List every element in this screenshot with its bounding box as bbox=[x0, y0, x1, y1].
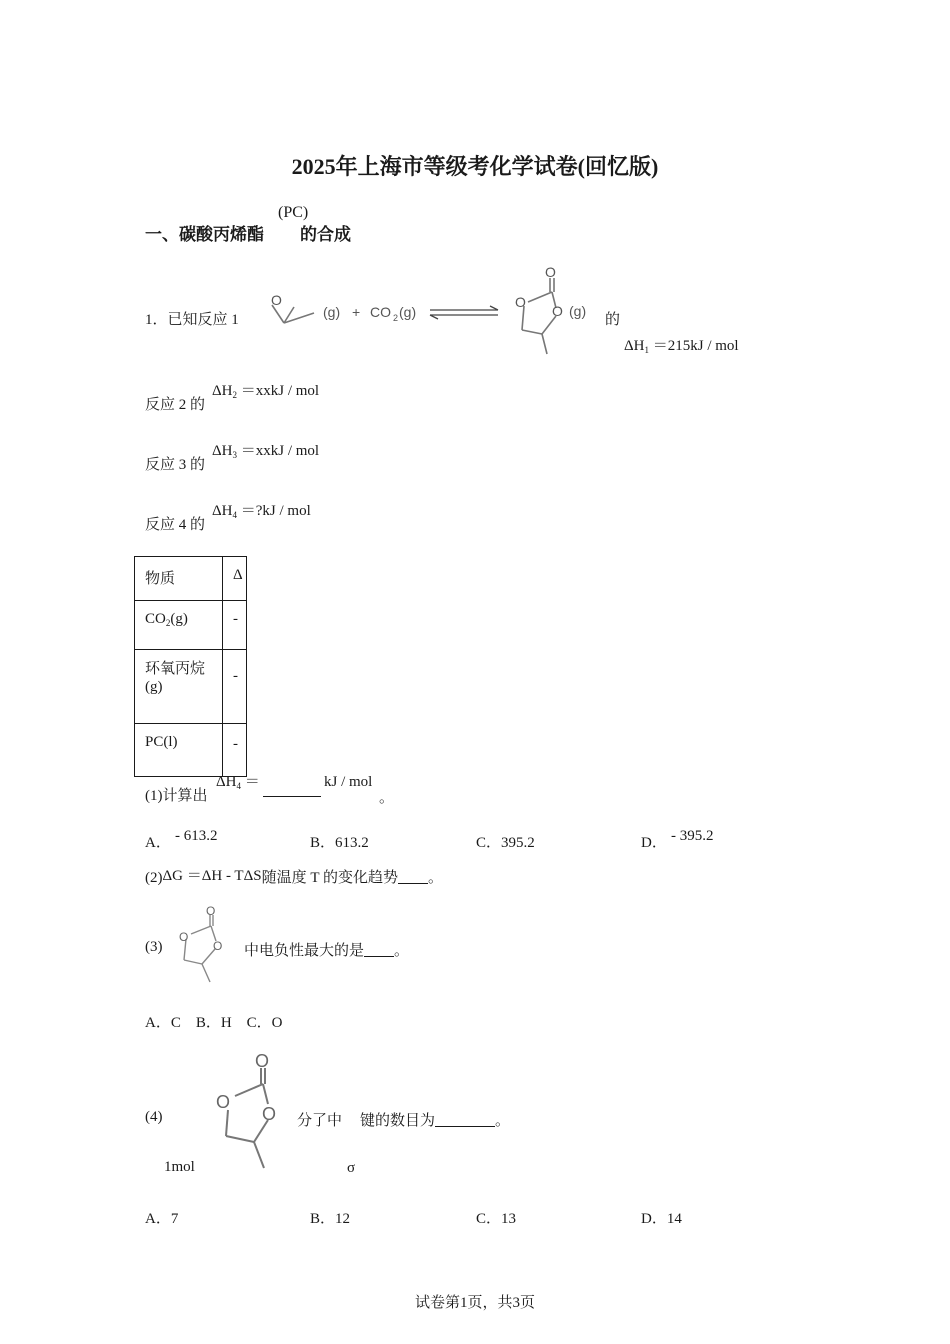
pc-oxygen-top: O bbox=[545, 264, 556, 280]
p3-answer-blank bbox=[364, 956, 394, 957]
enthalpy-table bbox=[134, 556, 247, 777]
table-cell-pc bbox=[135, 724, 223, 777]
p4-sigma: σ bbox=[347, 1160, 356, 1176]
cell-co2-state: (g) bbox=[170, 611, 188, 627]
cell-epoxide-state: (g) bbox=[145, 679, 163, 695]
table-row bbox=[135, 650, 247, 724]
dh3-value: ＝xxkJ / mol bbox=[240, 443, 320, 459]
table-header-delta: Δ bbox=[223, 557, 247, 601]
reaction-3-dh bbox=[212, 439, 319, 460]
p1-label: (1)计算出 bbox=[145, 788, 208, 804]
dh2-value: ＝xxkJ / mol bbox=[240, 383, 320, 399]
reaction-2-dh bbox=[212, 379, 319, 400]
dh4-subscript: 4 bbox=[232, 510, 237, 520]
table-cell-co2-value: - bbox=[223, 601, 247, 650]
eq-co2: CO bbox=[370, 304, 391, 320]
p1-answer-blank bbox=[263, 796, 321, 797]
eq-co2-state: (g) bbox=[399, 304, 417, 320]
table-cell-co2 bbox=[135, 601, 223, 650]
cell-co2-name: CO bbox=[145, 611, 166, 627]
p3-text: 中电负性最大的是 bbox=[244, 943, 365, 959]
pc-oxygen-left: O bbox=[515, 294, 526, 310]
cell-epoxide-name: 环氧丙烷 bbox=[145, 661, 206, 677]
dh4-value: ＝?kJ / mol bbox=[240, 503, 311, 519]
epoxide-oxygen: O bbox=[271, 292, 282, 308]
q1-label: 1．已知反应 1 bbox=[145, 312, 239, 328]
eq-state-left: (g) bbox=[323, 304, 341, 320]
pc-structure-small bbox=[175, 902, 235, 988]
p2-line bbox=[145, 866, 443, 887]
section-formula: (PC) bbox=[278, 204, 309, 221]
dh1-expression bbox=[624, 334, 739, 355]
table-row bbox=[135, 724, 247, 777]
p4-text-a: 分了中 bbox=[297, 1113, 343, 1129]
p4-answer-blank bbox=[435, 1126, 495, 1127]
p4-option-a: A．7 bbox=[145, 1211, 179, 1227]
dh4-symbol: ΔH bbox=[212, 503, 233, 519]
eq-state-right: (g) bbox=[569, 303, 587, 319]
cell-co2-sub: 2 bbox=[165, 618, 171, 628]
reaction-4-label: 反应 4 的 bbox=[145, 517, 206, 533]
p1-option-d-label: D． bbox=[641, 835, 667, 851]
p3-end: 。 bbox=[394, 943, 410, 959]
table-row bbox=[135, 601, 247, 650]
page-title: 2025年上海市等级考化学试卷(回忆版) bbox=[291, 154, 659, 179]
pc-oxygen-right: O bbox=[552, 303, 563, 319]
p1-option-a-label: A． bbox=[145, 835, 171, 851]
reaction-1-equation bbox=[262, 262, 602, 358]
table-cell-pc-value: - bbox=[223, 724, 247, 777]
cell-pc-state: (l) bbox=[163, 734, 178, 750]
reaction-2-label: 反应 2 的 bbox=[145, 397, 206, 413]
p2-text: 随温度 T 的变化趋势 bbox=[261, 870, 398, 886]
p2-end: 。 bbox=[428, 870, 444, 886]
p4-text-b: 键的数目为 bbox=[360, 1113, 436, 1129]
dh3-subscript: 3 bbox=[232, 450, 237, 460]
eq-plus: + bbox=[352, 304, 361, 320]
table-header-row bbox=[135, 557, 247, 601]
dh2-symbol: ΔH bbox=[212, 383, 233, 399]
section-heading-suffix: 的合成 bbox=[300, 225, 351, 245]
p3-options: A．C B．H C．O bbox=[145, 1015, 283, 1031]
p1-option-a-value: - 613.2 bbox=[175, 828, 218, 844]
reaction-3-label: 反应 3 的 bbox=[145, 457, 206, 473]
section-heading bbox=[145, 204, 351, 245]
p3-prefix: (3) bbox=[145, 939, 163, 955]
p2-formula: ΔG ＝ΔH - TΔS bbox=[162, 868, 262, 884]
p1-unit: kJ / mol bbox=[324, 774, 373, 790]
p1-option-d-value: - 395.2 bbox=[671, 828, 714, 844]
dh3-symbol: ΔH bbox=[212, 443, 233, 459]
section-heading-prefix: 一、碳酸丙烯酯 bbox=[145, 225, 264, 245]
small-oxygen-left: O bbox=[179, 930, 189, 944]
p3-line bbox=[244, 939, 409, 960]
large-oxygen-left: O bbox=[216, 1092, 231, 1112]
p4-option-b: B．12 bbox=[310, 1211, 351, 1227]
pc-structure-large bbox=[210, 1048, 290, 1174]
p1-dh bbox=[216, 770, 260, 791]
page-footer: 试卷第1页，共3页 bbox=[414, 1295, 535, 1311]
large-oxygen-right: O bbox=[262, 1104, 277, 1124]
dh2-subscript: 2 bbox=[232, 390, 237, 400]
q1-of: 的 bbox=[605, 312, 621, 328]
cell-pc-name: PC bbox=[145, 734, 164, 750]
p1-end: 。 bbox=[379, 790, 395, 806]
p1-dh-symbol: ΔH bbox=[216, 774, 237, 790]
small-oxygen-top: O bbox=[206, 904, 216, 918]
p2-answer-blank bbox=[398, 883, 428, 884]
p4-prefix: (4) bbox=[145, 1109, 163, 1125]
large-oxygen-top: O bbox=[255, 1051, 270, 1071]
table-cell-epoxide bbox=[135, 650, 223, 724]
p2-prefix: (2) bbox=[145, 870, 163, 886]
dh1-subscript: 1 bbox=[644, 345, 649, 355]
p4-mol: 1mol bbox=[164, 1159, 195, 1175]
p1-option-b: B．613.2 bbox=[310, 835, 369, 851]
small-oxygen-right: O bbox=[213, 939, 223, 953]
reaction-4-dh bbox=[212, 499, 311, 520]
p4-end: 。 bbox=[495, 1113, 511, 1129]
pc-structure bbox=[522, 278, 556, 354]
p1-eq: ＝ bbox=[244, 774, 260, 790]
p1-option-c: C．395.2 bbox=[476, 835, 535, 851]
p4-option-c: C．13 bbox=[476, 1211, 517, 1227]
dh1-value: ＝215kJ / mol bbox=[652, 338, 739, 354]
table-cell-epoxide-value: - bbox=[223, 650, 247, 724]
p1-dh-subscript: 4 bbox=[236, 781, 241, 791]
p4-line bbox=[297, 1109, 510, 1130]
eq-co2-sub: 2 bbox=[393, 313, 399, 323]
table-header-substance: 物质 bbox=[135, 557, 223, 601]
equilibrium-arrow bbox=[430, 306, 498, 319]
p4-option-d: D．14 bbox=[641, 1211, 682, 1227]
dh1-symbol: ΔH bbox=[624, 338, 645, 354]
